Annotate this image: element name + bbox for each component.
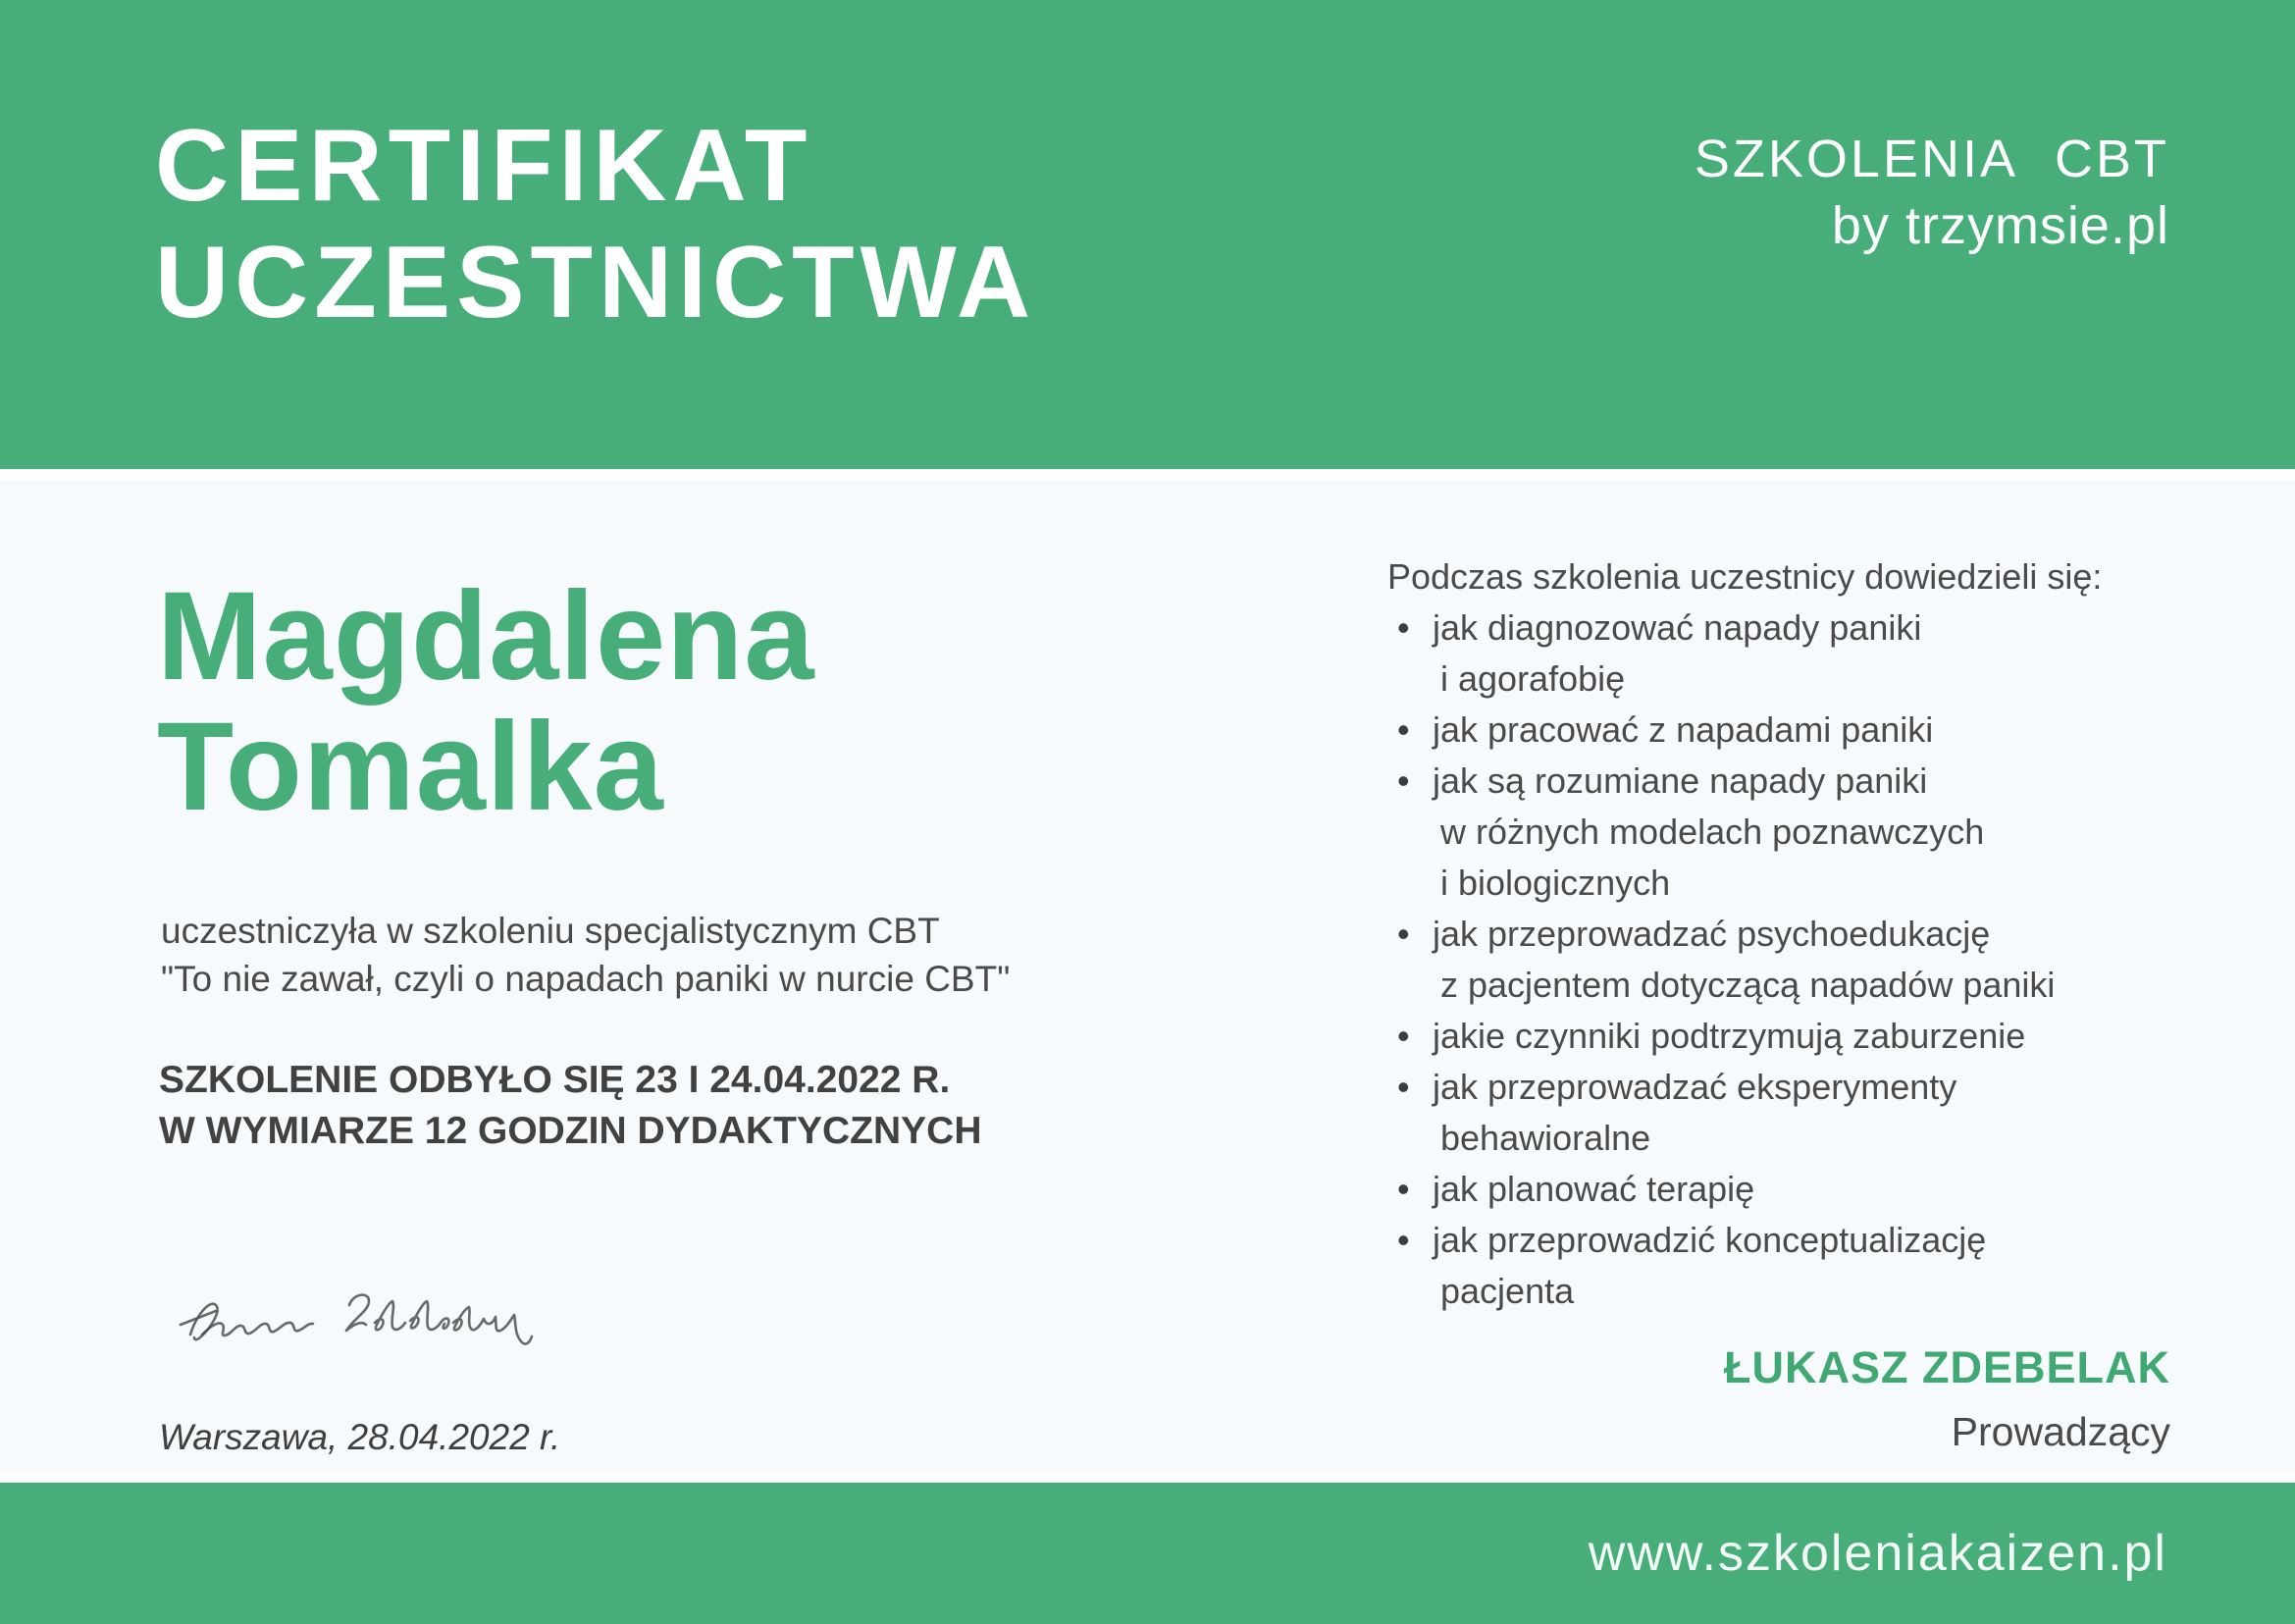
topics-list: [1387, 602, 2231, 1317]
signature-image: [167, 1264, 549, 1362]
bullet-dot: •: [1397, 1016, 1410, 1056]
topic-line: z pacjentem dotyczącą napadów paniki: [1440, 965, 2056, 1005]
topic-line: jak pracować z napadami paniki: [1433, 709, 1934, 750]
footer-banner: [0, 1483, 2295, 1624]
topic-line: jakie czynniki podtrzymują zaburzenie: [1433, 1016, 2026, 1056]
topics-section: [1387, 551, 2231, 1317]
topic-text: [1433, 1062, 1956, 1164]
topic-item: [1387, 909, 2231, 1011]
trainer-name: ŁUKASZ ZDEBELAK: [1724, 1342, 2170, 1392]
topic-item: [1387, 1164, 2231, 1215]
topic-line: jak przeprowadzać eksperymenty: [1433, 1067, 1957, 1107]
recipient-last-name: Tomalka: [157, 697, 664, 837]
course-schedule-line2: W WYMIARZE 12 GODZIN DYDAKTYCZNYCH: [159, 1110, 982, 1152]
topic-item: [1387, 602, 2231, 705]
bullet-dot: •: [1397, 1067, 1410, 1107]
brand-name: SZKOLENIA CBT: [1694, 130, 2169, 188]
course-description-line1: uczestniczyła w szkoleniu specjalistycznym CBT: [161, 911, 940, 951]
topic-item: [1387, 1215, 2231, 1317]
footer-divider: [0, 1472, 2295, 1483]
topic-item: [1387, 756, 2231, 909]
topic-line: w różnych modelach poznawczych: [1440, 812, 1985, 852]
recipient-name: [157, 566, 815, 837]
topic-item: [1387, 1011, 2231, 1062]
topic-text: [1433, 1215, 1986, 1317]
footer-website-url: www.szkoleniakaizen.pl: [1588, 1525, 2167, 1582]
brand-block: [1695, 126, 2169, 259]
certificate-title-line2: UCZESTNICTWA: [155, 226, 1037, 340]
topic-line: i agorafobię: [1440, 658, 1626, 699]
topic-text: [1433, 909, 2055, 1011]
bullet-dot: •: [1397, 914, 1410, 954]
course-description: [161, 907, 1010, 1003]
certificate-title-line1: CERTIFIKAT: [155, 109, 813, 223]
place-and-date: Warszawa, 28.04.2022 r.: [159, 1417, 561, 1457]
course-schedule-line1: SZKOLENIE ODBYŁO SIĘ 23 I 24.04.2022 R.: [159, 1059, 951, 1101]
course-schedule: [159, 1055, 982, 1157]
banner-divider: [0, 469, 2295, 481]
topic-text: [1433, 1011, 2025, 1062]
recipient-first-name: Magdalena: [157, 566, 815, 707]
topic-line: jak diagnozować napady paniki: [1433, 607, 1922, 648]
bullet-dot: •: [1397, 760, 1410, 801]
topic-text: [1433, 1164, 1754, 1215]
topic-text: [1433, 756, 1984, 909]
topic-text: [1433, 705, 1933, 756]
topic-line: behawioralne: [1440, 1118, 1651, 1158]
bullet-dot: •: [1397, 1220, 1410, 1260]
trainer-role: Prowadzący: [1951, 1409, 2170, 1454]
trainer-block: [1724, 1342, 2170, 1455]
bullet-dot: •: [1397, 1169, 1410, 1209]
header-banner: [0, 0, 2295, 469]
topic-item: [1387, 1062, 2231, 1164]
brand-byline: by trzymsie.pl: [1831, 196, 2169, 255]
certificate-title: [155, 108, 1036, 341]
bullet-dot: •: [1397, 709, 1410, 750]
topic-line: jak przeprowadzać psychoedukację: [1433, 914, 1991, 954]
course-description-line2: "To nie zawał, czyli o napadach paniki w nurcie CBT": [161, 959, 1011, 999]
topic-line: i biologicznych: [1440, 863, 1671, 903]
topics-intro: Podczas szkolenia uczestnicy dowiedzieli się:: [1387, 556, 2103, 597]
topic-line: jak planować terapię: [1433, 1169, 1755, 1209]
topic-line: jak przeprowadzić konceptualizację: [1433, 1220, 1987, 1260]
topic-line: jak są rozumiane napady paniki: [1433, 760, 1928, 801]
bullet-dot: •: [1397, 607, 1410, 648]
topic-item: [1387, 705, 2231, 756]
topic-line: pacjenta: [1440, 1271, 1575, 1311]
topic-text: [1433, 602, 1921, 705]
